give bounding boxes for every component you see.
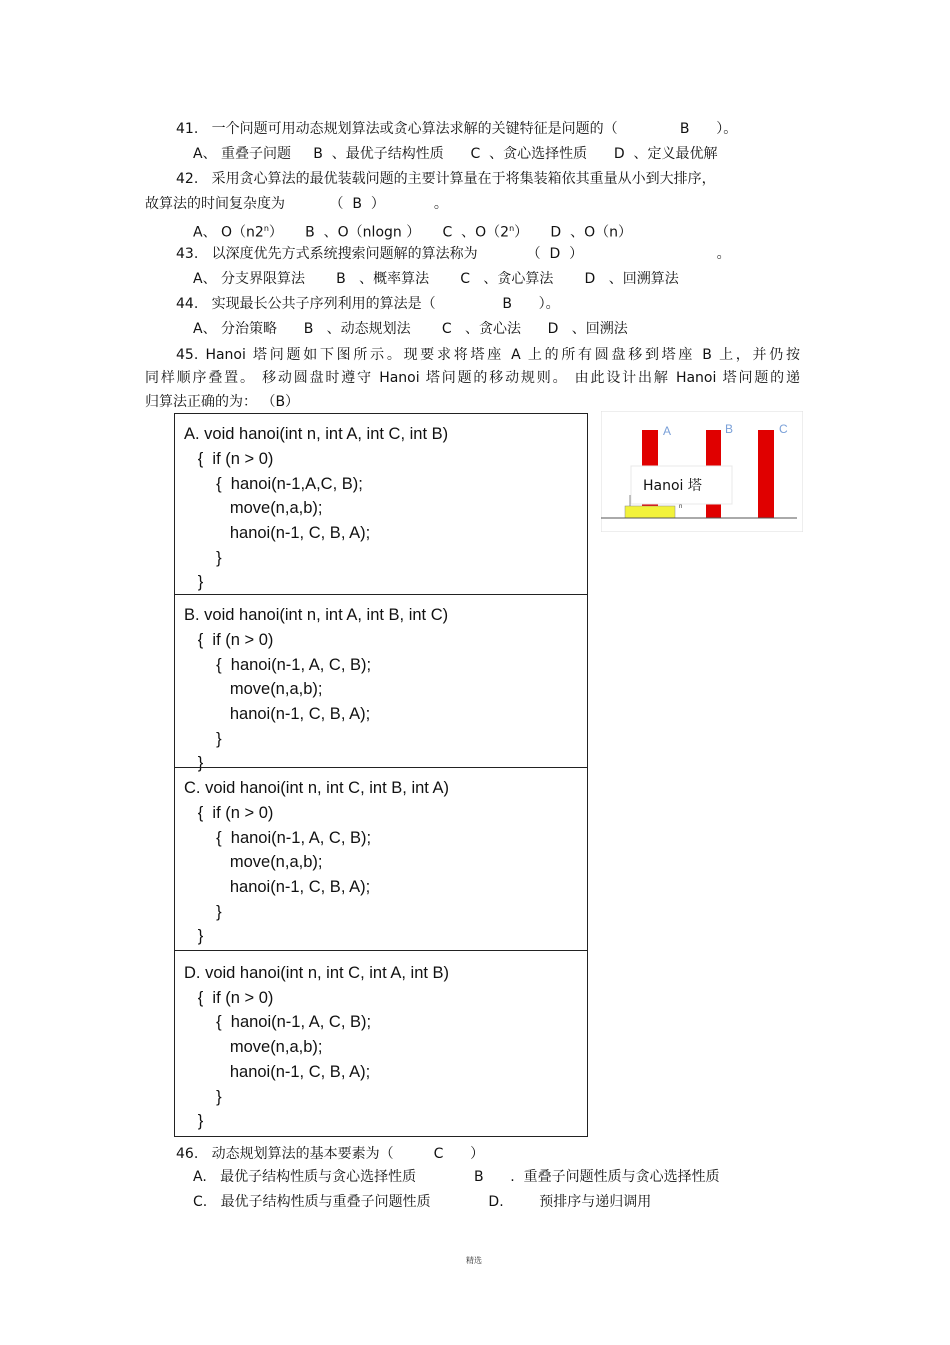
q41-stem: 41. 一个问题可用动态规划算法或贪心算法求解的关键特征是问题的（ B ）。 bbox=[176, 121, 738, 137]
code-line: { if (n > 0) bbox=[184, 631, 274, 649]
q46-options-cd: C. 最优子结构性质与重叠子问题性质 D. 预排序与递归调用 bbox=[193, 1194, 652, 1210]
figure-caption: Hanoi 塔 bbox=[643, 478, 702, 494]
q42-opt-a-pre: A、 O（n2 bbox=[193, 224, 264, 241]
code-line: move(n,a,b); bbox=[184, 1038, 323, 1056]
q41-options: A、 重叠子问题 B 、最优子结构性质 C 、贪心选择性质 D 、定义最优解 bbox=[193, 146, 718, 162]
q43-stem: 43. 以深度优先方式系统搜索问题解的算法称为 （ D ） 。 bbox=[176, 246, 731, 262]
code-line: } bbox=[184, 549, 222, 567]
label-a: A bbox=[663, 424, 672, 438]
code-line: } bbox=[184, 1112, 204, 1130]
q45-option-b-box bbox=[174, 594, 588, 772]
code-line: hanoi(n-1, C, B, A); bbox=[184, 524, 371, 542]
code-line: move(n,a,b); bbox=[184, 680, 323, 698]
code-line: hanoi(n-1, C, B, A); bbox=[184, 878, 371, 896]
code-line: } bbox=[184, 573, 204, 591]
q42-opt-a-sup: n bbox=[263, 224, 269, 233]
code-line: } bbox=[184, 927, 204, 945]
q42-stem-line2: 故算法的时间复杂度为 （ B ） 。 bbox=[145, 196, 448, 212]
q46-stem: 46. 动态规划算法的基本要素为（ C ） bbox=[176, 1146, 485, 1162]
code-line: { hanoi(n-1, A, C, B); bbox=[184, 829, 372, 847]
label-c: C bbox=[779, 422, 788, 436]
q42-stem-line1: 42. 采用贪心算法的最优装载问题的主要计算量在于将集装箱依其重量从小到大排序， bbox=[176, 171, 716, 187]
q42-options bbox=[193, 220, 632, 242]
q42-opt-c-post: ） D 、O（n） bbox=[514, 224, 632, 241]
q45-option-b-header: B. void hanoi(int n, int A, int B, int C) bbox=[184, 606, 449, 624]
q46-options-ab: A. 最优子结构性质与贪心选择性质 B . 重叠子问题性质与贪心选择性质 bbox=[193, 1169, 720, 1185]
q42-opt-c-sup: n bbox=[509, 224, 515, 233]
disk bbox=[625, 506, 675, 518]
code-line: move(n,a,b); bbox=[184, 499, 323, 517]
code-line: { hanoi(n-1, A, C, B); bbox=[184, 656, 372, 674]
code-line: { hanoi(n-1,A,C, B); bbox=[184, 475, 363, 493]
q45-stem-line1: 45. Hanoi 塔问题如下图所示。现要求将塔座 A 上的所有圆盘移到塔座 B 上，并仍按 bbox=[176, 347, 800, 363]
q42-opt-a-post: ） B 、O（nlogn ） C 、O（2 bbox=[268, 224, 510, 241]
page-footer: 精选 bbox=[466, 1256, 482, 1265]
code-line: { if (n > 0) bbox=[184, 450, 274, 468]
code-line: hanoi(n-1, C, B, A); bbox=[184, 705, 371, 723]
q44-stem: 44. 实现最长公共子序列利用的算法是（ B ）。 bbox=[176, 296, 560, 312]
code-line: } bbox=[184, 1088, 222, 1106]
label-b: B bbox=[725, 422, 734, 436]
code-line: { if (n > 0) bbox=[184, 804, 274, 822]
q45-option-a-box bbox=[174, 413, 588, 595]
q45-option-c-header: C. void hanoi(int n, int C, int B, int A) bbox=[184, 779, 450, 797]
q45-stem-line2: 同样顺序叠置。 移动圆盘时遵守 Hanoi 塔问题的移动规则。 由此设计出解 Hanoi 塔问题的递 bbox=[145, 370, 800, 386]
code-line: } bbox=[184, 903, 222, 921]
q45-option-d-header: D. void hanoi(int n, int C, int A, int B) bbox=[184, 964, 450, 982]
q44-options: A、 分治策略 B 、动态规划法 C 、贪心法 D 、回溯法 bbox=[193, 321, 628, 337]
q45-option-c-box bbox=[174, 767, 588, 951]
peg-c bbox=[758, 430, 774, 518]
code-line: move(n,a,b); bbox=[184, 853, 323, 871]
q45-stem-line3: 归算法正确的为： （B） bbox=[145, 394, 300, 410]
q43-options: A、 分支界限算法 B 、概率算法 C 、贪心算法 D 、回溯算法 bbox=[193, 271, 679, 287]
code-line: { hanoi(n-1, A, C, B); bbox=[184, 1013, 372, 1031]
q45-option-d-box bbox=[174, 950, 588, 1137]
code-line: hanoi(n-1, C, B, A); bbox=[184, 1063, 371, 1081]
code-line: { if (n > 0) bbox=[184, 989, 274, 1007]
code-line: } bbox=[184, 754, 204, 772]
hanoi-figure bbox=[601, 411, 803, 532]
code-line: } bbox=[184, 730, 222, 748]
q45-option-a-header: A. void hanoi(int n, int A, int C, int B) bbox=[184, 425, 449, 443]
disk-label: n bbox=[679, 504, 683, 510]
